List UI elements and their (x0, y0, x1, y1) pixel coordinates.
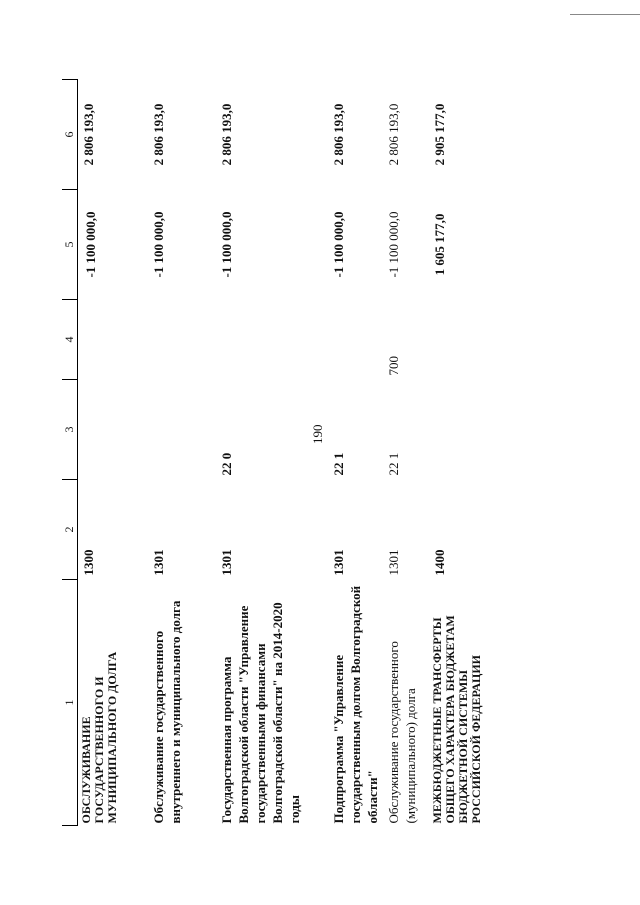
row-type (429, 300, 503, 380)
header-col-2: 2 (62, 480, 78, 580)
row-total: 2 806 193,0 (81, 103, 96, 166)
table-row (148, 80, 216, 826)
row-target: 22 1 (331, 452, 346, 476)
budget-table-rotated (62, 80, 518, 826)
row-name: Государственная программа Волгоградской области "Управление государственными финансами Волгоградской области" на 2014-2020 годы (219, 602, 302, 824)
row-target: 22 0 (219, 452, 234, 476)
table-row (383, 80, 429, 826)
row-type (78, 300, 149, 380)
row-target: 22 1 (386, 452, 401, 476)
row-change: -1 100 000,0 (151, 211, 166, 278)
row-section: 1400 (432, 549, 447, 576)
row-section: 1301 (219, 549, 234, 576)
row-change: -1 100 000,0 (83, 211, 98, 278)
row-name: ОБСЛУЖИВАНИЕ ГОСУДАРСТВЕННОГО И МУНИЦИПАЛЬНОГО ДОЛГА (79, 651, 119, 824)
row-change: -1 100 000,0 (219, 211, 234, 278)
row-total: 2 905 177,0 (432, 103, 447, 166)
row-total: 2 806 193,0 (219, 103, 234, 166)
row-name: Обслуживание государственного (муниципального) долга (386, 641, 418, 824)
header-col-3: 3 (62, 380, 78, 480)
table-header-row (62, 80, 78, 826)
row-target (148, 380, 216, 480)
page-number: 190 (310, 424, 325, 444)
row-section: 1301 (151, 549, 166, 576)
table-row (328, 80, 383, 826)
row-total: 2 806 193,0 (331, 103, 346, 166)
table-row (216, 80, 328, 826)
header-col-6: 6 (62, 80, 78, 190)
row-target (78, 380, 149, 480)
row-type (328, 300, 383, 380)
header-col-4: 4 (62, 300, 78, 380)
row-target (429, 380, 503, 480)
row-total: 2 806 193,0 (151, 103, 166, 166)
header-col-1: 1 (62, 580, 78, 826)
table-row (78, 80, 149, 826)
row-name: МЕЖБЮДЖЕТНЫЕ ТРАНСФЕРТЫ ОБЩЕГО ХАРАКТЕРА БЮДЖЕТАМ БЮДЖЕТНОЙ СИСТЕМЫ РОССИЙСКОЙ ФЕДЕРАЦИИ (430, 615, 483, 824)
table-row (429, 80, 503, 826)
row-change: -1 100 000,0 (331, 211, 346, 278)
row-section: 1301 (386, 549, 401, 576)
row-type (148, 300, 216, 380)
row-change: -1 100 000,0 (386, 211, 401, 278)
row-change: 1 605 177,0 (432, 213, 447, 276)
budget-table (62, 79, 503, 826)
header-col-5: 5 (62, 190, 78, 300)
row-name: Обслуживание государственного внутреннего и муниципального долга (151, 600, 183, 824)
row-type: 700 (386, 356, 401, 376)
row-section: 1301 (331, 549, 346, 576)
row-name: Подпрограмма "Управление государственным долгом Волгоградской области" (331, 585, 380, 824)
scan-edge-mark (570, 14, 640, 15)
row-type (216, 300, 328, 380)
row-section: 1300 (81, 549, 96, 576)
row-total: 2 806 193,0 (386, 103, 401, 166)
